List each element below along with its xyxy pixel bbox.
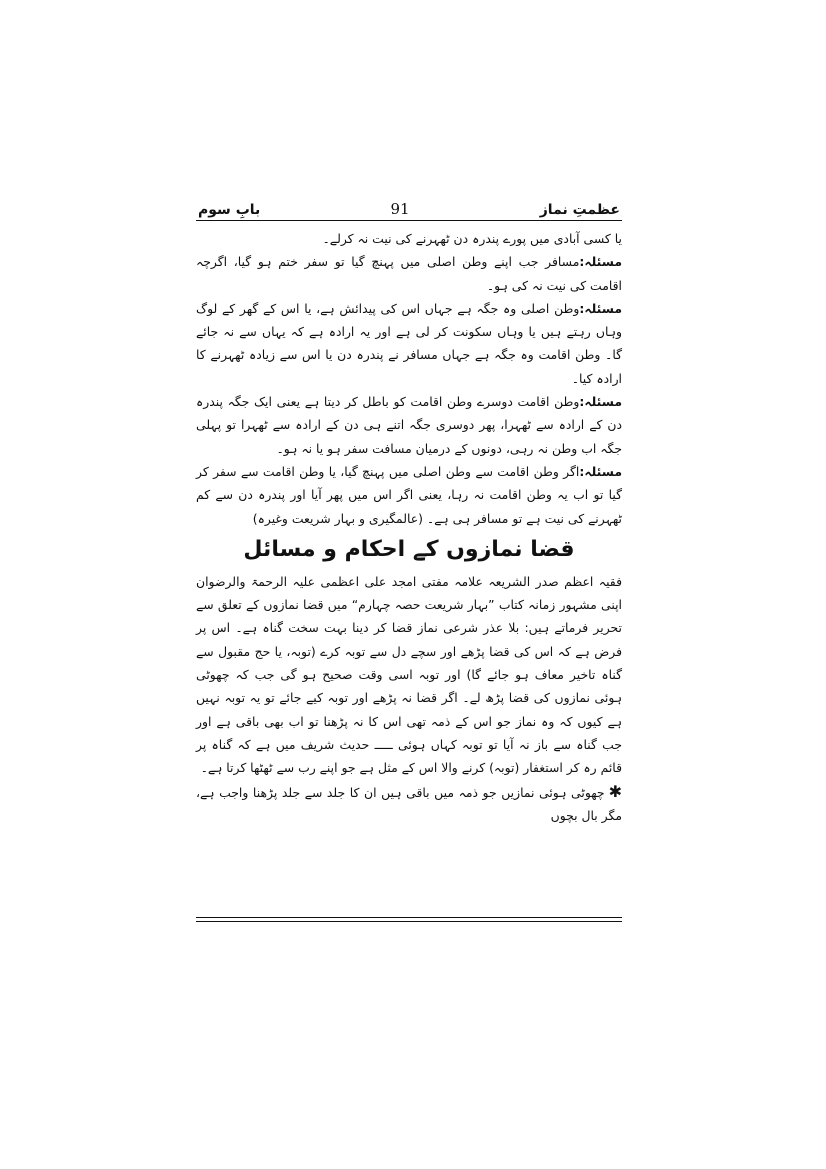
footer-double-rule	[196, 917, 622, 922]
masala-label: مسئلہ:	[579, 300, 622, 316]
masala-text: وطن اقامت دوسرے وطن اقامت کو باطل کر دیتا ہے یعنی ایک جگہ پندرہ دن کے ارادہ سے ٹھہرا، پھر دوسری جگہ اتنے ہی دن کے ارادہ سے ٹھہرا تو پہلی جگہ اب وطن نہ رہی، دونوں کے درمیان مسافت سفر ہو یا نہ ہو۔	[196, 394, 622, 456]
bullet-line	[196, 780, 622, 828]
header-rule	[196, 220, 622, 221]
book-page	[196, 196, 622, 827]
chapter-title: بابِ سوم	[198, 202, 261, 218]
masala-label: مسئلہ:	[579, 394, 622, 410]
masala-2	[196, 297, 622, 390]
masala-text: مسافر جب اپنے وطن اصلی میں پہنچ گیا تو سفر ختم ہو گیا، اگرچہ اقامت کی نیت نہ کی ہو۔	[196, 254, 622, 293]
masala-3	[196, 390, 622, 460]
page-body	[196, 227, 622, 827]
book-title: عظمتِ نماز	[539, 202, 620, 218]
main-paragraph: فقیہ اعظم صدر الشریعہ علامہ مفتی امجد علی اعظمی علیہ الرحمۃ والرضوان اپنی مشہور زمانہ کتاب ”بہار شریعت حصہ چہارم“ میں قضا نمازوں کے تعلق سے تحریر فرماتے ہیں: بلا عذر شرعی نماز قضا کر دینا بہت سخت گناہ ہے۔ اس پر فرض ہے کہ اس کی قضا پڑھے اور سچے دل سے توبہ کرے (توبہ، یا حج مقبول سے گناہ تاخیر معاف ہو جائے گا) اور توبہ اسی وقت صحیح ہو گی جب کہ چھوٹی ہوئی نمازوں کی قضا پڑھ لے۔ اگر قضا نہ پڑھے اور توبہ کیے جائے تو یہ توبہ نہیں ہے کیوں کہ وہ نماز جو اس کے ذمہ تھی اس کا نہ پڑھنا تو اب بھی باقی ہے اور جب گناہ سے باز نہ آیا تو توبہ کہاں ہوئی ـــــ حدیث شریف میں ہے کہ گناہ پر قائم رہ کر استغفار (توبہ) کرنے والا اس کے مثل ہے جو اپنے رب سے ٹھٹھا کرتا ہے۔	[196, 573, 622, 776]
running-header	[196, 196, 622, 218]
intro-line: یا کسی آبادی میں پورے پندرہ دن ٹھہرنے کی نیت نہ کرلے۔	[322, 231, 622, 246]
masala-label: مسئلہ:	[579, 254, 622, 270]
page-number: 91	[390, 200, 410, 218]
section-heading: قضا نمازوں کے احکام و مسائل	[243, 536, 575, 562]
star-bullet-icon: ✱	[608, 781, 622, 801]
masala-label: مسئلہ:	[579, 463, 622, 479]
bullet-text: چھوٹی ہوئی نمازیں جو ذمہ میں باقی ہیں ان کا جلد سے جلد پڑھنا واجب ہے، مگر بال بچوں	[196, 784, 622, 823]
masala-text: اگر وطن اقامت سے وطن اصلی میں پہنچ گیا، یا وطن اقامت سے سفر کر گیا تو اب یہ وطن اقامت نہ رہا، یعنی اگر اس میں پھر آیا اور پندرہ دن سے کم ٹھہرنے کی نیت ہے تو مسافر ہی ہے۔ (عالمگیری و بہار شریعت وغیرہ)	[196, 463, 622, 526]
masala-4	[196, 460, 622, 530]
masala-1	[196, 250, 622, 297]
masala-text: وطن اصلی وہ جگہ ہے جہاں اس کی پیدائش ہے، یا اس کے گھر کے لوگ وہاں رہتے ہیں یا وہاں سکونت کر لی ہے اور یہ ارادہ ہے کہ یہاں سے نہ جائے گا۔ وطن اقامت وہ جگہ ہے جہاں مسافر نے پندرہ دن یا اس سے زیادہ ٹھہرنے کا ارادہ کیا۔	[196, 300, 622, 386]
